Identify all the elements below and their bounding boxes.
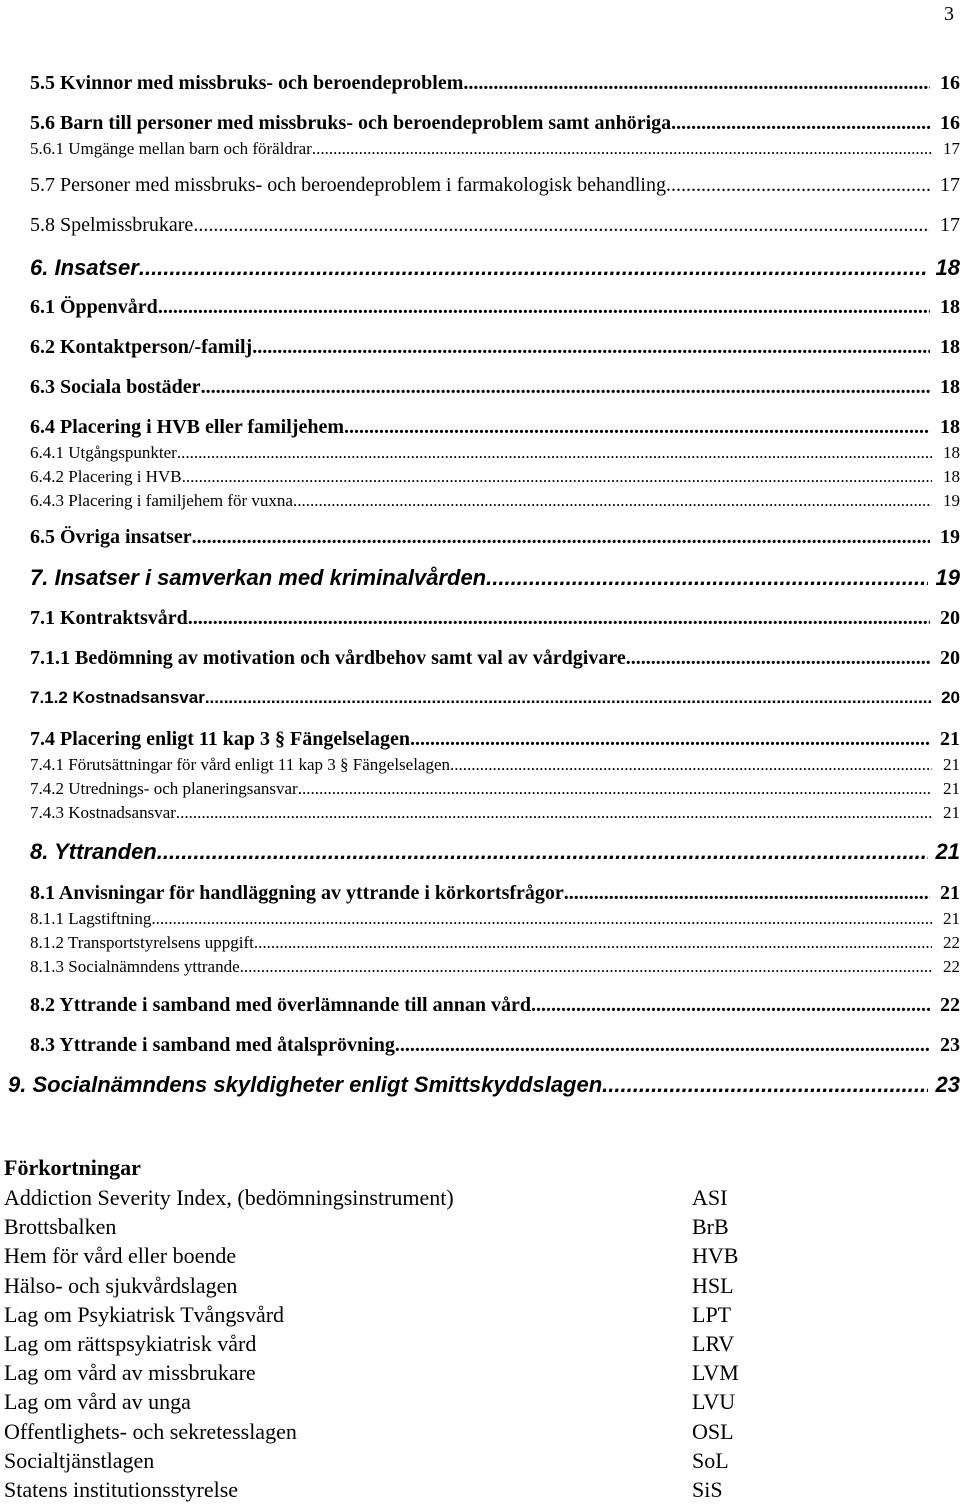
toc-entry-page: 20	[941, 688, 960, 707]
abbreviation-row	[4, 1329, 954, 1358]
abbreviation-row	[4, 1183, 954, 1212]
page-number: 3	[944, 3, 954, 25]
abbreviation-code: HVB	[692, 1243, 739, 1269]
toc-entry-title: 5.6 Barn till personer med missbruks- och beroendeproblem samt anhöriga	[30, 112, 672, 134]
abbreviation-term: Hem för vård eller boende	[4, 1243, 237, 1269]
toc-entry-title: 6.4 Placering i HVB eller familjehem	[30, 416, 344, 438]
toc-leader	[395, 1034, 930, 1057]
toc-entry-title: 7. Insatser i samverkan med kriminalvården	[30, 565, 487, 590]
toc-leader	[193, 214, 930, 237]
toc-entry[interactable]	[30, 139, 960, 159]
abbreviation-code: SoL	[692, 1447, 729, 1473]
abbreviations-section	[4, 1153, 954, 1504]
toc-entry-title: 9. Socialnämndens skyldigheter enligt Smittskyddslagen	[8, 1072, 603, 1097]
toc-leader	[205, 688, 932, 708]
abbreviation-term: Addiction Severity Index, (bedömningsinstrument)	[4, 1185, 454, 1210]
toc-leader	[240, 957, 932, 977]
toc-entry-page: 20	[940, 647, 960, 669]
toc-entry[interactable]	[30, 526, 960, 549]
abbreviation-row	[4, 1446, 954, 1475]
abbreviations-heading: Förkortningar	[4, 1155, 141, 1180]
abbreviation-term: Lag om Psykiatrisk Tvångsvård	[4, 1301, 285, 1327]
abbreviation-row	[4, 1212, 954, 1241]
toc-entry-title: 5.6.1 Umgänge mellan barn och föräldrar	[30, 139, 312, 158]
toc-entry-title: 7.1.1 Bedömning av motivation och vårdbehov samt val av vårdgivare	[30, 647, 626, 669]
abbreviation-code: ASI	[692, 1185, 728, 1210]
toc-leader	[450, 755, 932, 775]
toc-entry-title: 8. Yttranden	[30, 839, 157, 864]
toc-entry-page: 21	[943, 909, 960, 928]
abbreviation-code: LRV	[692, 1330, 735, 1356]
toc-leader	[293, 491, 932, 511]
toc-entry[interactable]	[30, 882, 960, 905]
toc-leader	[312, 139, 932, 159]
toc-entry-page: 17	[940, 214, 960, 236]
toc-entry-page: 21	[943, 755, 960, 774]
toc-entry-title: 8.3 Yttrande i samband med åtalsprövning	[30, 1034, 395, 1056]
toc-entry[interactable]	[30, 336, 960, 359]
toc-entry[interactable]	[30, 839, 960, 865]
toc-entry-page: 18	[943, 443, 960, 462]
toc-entry-title: 6.4.1 Utgångspunkter	[30, 443, 177, 462]
toc-leader	[410, 728, 930, 751]
toc-leader	[531, 994, 930, 1017]
toc-leader	[671, 112, 930, 135]
toc-entry-page: 22	[943, 957, 960, 976]
abbreviation-code: LVM	[692, 1360, 739, 1386]
toc-entry[interactable]	[30, 957, 960, 977]
toc-entry-page: 18	[935, 255, 960, 280]
toc-entry-title: 7.4 Placering enligt 11 kap 3 § Fängelselagen	[30, 728, 410, 750]
toc-entry[interactable]	[30, 688, 960, 708]
toc-entry[interactable]	[30, 214, 960, 237]
toc-entry[interactable]	[30, 443, 960, 463]
toc-entry[interactable]	[30, 416, 960, 439]
toc-leader	[176, 803, 932, 823]
toc-entry-page: 16	[940, 112, 960, 134]
abbreviation-code: LVU	[692, 1389, 736, 1415]
toc-entry[interactable]	[30, 467, 960, 487]
toc-entry-page: 22	[943, 933, 960, 952]
toc-leader	[177, 443, 932, 463]
toc-entry[interactable]	[30, 607, 960, 630]
toc-entry-page: 18	[940, 336, 960, 358]
toc-entry-page: 18	[943, 467, 960, 486]
toc-entry[interactable]	[30, 803, 960, 823]
toc-entry[interactable]	[30, 491, 960, 511]
toc-entry[interactable]	[30, 565, 960, 591]
toc-entry-title: 6.1 Öppenvård	[30, 296, 158, 318]
toc-leader	[254, 933, 932, 953]
toc-entry-title: 6.2 Kontaktperson/-familj	[30, 336, 253, 358]
toc-entry[interactable]	[30, 72, 960, 95]
toc-leader	[666, 174, 930, 197]
toc-entry-title: 8.1 Anvisningar för handläggning av yttrande i körkortsfrågor	[30, 882, 564, 904]
toc-entry-page: 19	[943, 491, 960, 510]
abbreviation-code: LPT	[692, 1301, 732, 1327]
abbreviation-row	[4, 1271, 954, 1300]
toc-entry-title: 6. Insatser	[30, 255, 139, 280]
toc-leader	[158, 296, 930, 319]
toc-entry-title: 8.1.2 Transportstyrelsens uppgift	[30, 933, 254, 952]
toc-entry[interactable]	[30, 647, 960, 670]
toc-entry-page: 21	[940, 728, 960, 750]
abbreviation-term: Hälso- och sjukvårdslagen	[4, 1272, 238, 1298]
toc-entry[interactable]	[30, 255, 960, 281]
toc-entry[interactable]	[30, 1034, 960, 1057]
abbreviation-row	[4, 1300, 954, 1329]
toc-entry-page: 17	[943, 139, 960, 158]
toc-entry-page: 19	[940, 526, 960, 548]
toc-leader	[201, 376, 930, 399]
toc-entry-title: 7.4.1 Förutsättningar för vård enligt 11 kap 3 § Fängelselagen	[30, 755, 451, 774]
toc-entry-title: 8.1.3 Socialnämndens yttrande	[30, 957, 240, 976]
toc-entry-page: 21	[943, 803, 960, 822]
abbreviation-code: SiS	[692, 1476, 723, 1502]
abbreviation-row	[4, 1417, 954, 1446]
toc-entry-page: 21	[935, 839, 960, 864]
toc-leader	[252, 336, 930, 359]
toc-leader	[602, 1072, 928, 1098]
toc-entry-page: 21	[940, 882, 960, 904]
toc-entry-page: 20	[940, 607, 960, 629]
toc-entry-page: 16	[940, 72, 960, 94]
abbreviation-term: Lag om rättspsykiatrisk vård	[4, 1330, 257, 1356]
toc-entry[interactable]	[30, 909, 960, 929]
toc-entry[interactable]	[30, 174, 960, 197]
toc-entry-page: 23	[940, 1034, 960, 1056]
toc-entry-title: 6.4.2 Placering i HVB	[30, 467, 182, 486]
toc-entry-title: 6.4.3 Placering i familjehem för vuxna	[30, 491, 293, 510]
toc-leader	[344, 416, 930, 439]
toc-entry[interactable]	[30, 755, 960, 775]
toc-entry-title: 7.1.2 Kostnadsansvar	[30, 688, 205, 707]
abbreviation-code: OSL	[692, 1418, 734, 1444]
abbreviation-row	[4, 1387, 954, 1416]
toc-entry-title: 5.8 Spelmissbrukare	[30, 214, 194, 236]
toc-entry[interactable]	[30, 933, 960, 953]
abbreviation-term: Offentlighets- och sekretesslagen	[4, 1418, 297, 1444]
toc-entry-title: 6.5 Övriga insatser	[30, 526, 192, 548]
toc-entry-page: 22	[940, 994, 960, 1016]
toc-leader	[188, 607, 930, 630]
toc-leader	[486, 565, 928, 591]
abbreviation-term: Lag om vård av missbrukare	[4, 1360, 256, 1386]
toc-entry-page: 18	[940, 376, 960, 398]
toc-leader	[139, 255, 928, 281]
abbreviation-code: HSL	[692, 1272, 734, 1298]
toc-leader	[564, 882, 930, 905]
toc-entry[interactable]	[30, 296, 960, 319]
abbreviation-term: Socialtjänstlagen	[4, 1447, 155, 1473]
toc-leader	[298, 779, 932, 799]
abbreviation-term: Statens institutionsstyrelse	[4, 1476, 239, 1502]
toc-entry[interactable]	[30, 994, 960, 1017]
toc-entry-title: 7.1 Kontraktsvård	[30, 607, 188, 629]
abbreviation-code: BrB	[692, 1214, 729, 1240]
toc-leader	[157, 839, 928, 865]
toc-leader	[626, 647, 930, 670]
toc-entry-page: 18	[940, 416, 960, 438]
toc-entry-page: 18	[940, 296, 960, 318]
toc-entry[interactable]	[30, 112, 960, 135]
toc-leader	[151, 909, 932, 929]
toc-entry-title: 6.3 Sociala bostäder	[30, 376, 201, 398]
abbreviation-row	[4, 1241, 954, 1270]
toc-entry-title: 5.7 Personer med missbruks- och beroendeproblem i farmakologisk behandling	[30, 174, 666, 196]
toc-leader	[463, 72, 930, 95]
toc-entry-title: 7.4.3 Kostnadsansvar	[30, 803, 176, 822]
toc-entry[interactable]	[8, 1072, 960, 1098]
abbreviation-row	[4, 1358, 954, 1387]
abbreviation-term: Brottsbalken	[4, 1214, 117, 1240]
toc-entry[interactable]	[30, 728, 960, 751]
toc-leader	[192, 526, 930, 549]
toc-entry-page: 19	[935, 565, 960, 590]
toc-entry[interactable]	[30, 376, 960, 399]
toc-leader	[182, 467, 932, 487]
toc-entry-title: 5.5 Kvinnor med missbruks- och beroendeproblem	[30, 72, 464, 94]
toc-entry-page: 17	[940, 174, 960, 196]
abbreviation-term: Lag om vård av unga	[4, 1389, 191, 1415]
toc-entry-page: 21	[943, 779, 960, 798]
toc-entry-title: 8.1.1 Lagstiftning	[30, 909, 152, 928]
toc-entry[interactable]	[30, 779, 960, 799]
toc-entry-title: 8.2 Yttrande i samband med överlämnande till annan vård	[30, 994, 531, 1016]
toc-entry-title: 7.4.2 Utrednings- och planeringsansvar	[30, 779, 298, 798]
abbreviation-row	[4, 1475, 954, 1504]
toc-entry-page: 23	[935, 1072, 960, 1097]
